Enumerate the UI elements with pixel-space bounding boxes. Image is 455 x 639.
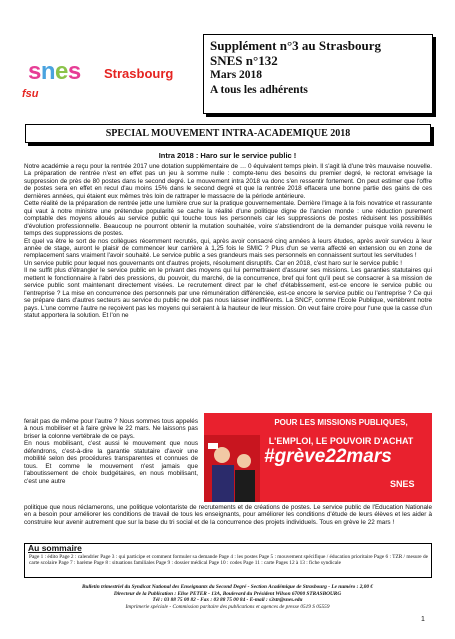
paragraph: politique que nous réclamerons, une politique volontariste de recrutements et de créations de postes. Le service public de l'Education Nationale en a besoin pour améliorer les conditions de travail de tous les enseignants, pour améliorer les conditions d'étude de leurs élèves et les aider à construire leur avenir autrement que sur la base du tri social et de la concurrence des projets individuels. Tous en grève le 22 mars ! (24, 504, 432, 526)
logo-union: fsu (22, 88, 39, 100)
header-issue: SNES n°132 (210, 53, 278, 68)
poster-line1: POUR LES MISSIONS PUBLIQUES, (274, 418, 408, 427)
paragraph: Et quel va être le sort de nos collègues récemment recrutés, qui, après avoir consacré cinq années à leurs études, après avoir survécu à leur année de stage, auront le plaisir de commencer leur carrière à 1,25 fois le SMIC ? Plus d'un se verra affecté en extension ou en zone de remplacement sans vraiment l'avoir souhaité. Le service public a ses grandeurs mais ses personnels en connaissent surtout les servitudes ! (24, 237, 432, 260)
special-banner: SPECIAL MOUVEMENT INTRA-ACADEMIQUE 2018 (25, 124, 431, 143)
article-body (24, 163, 432, 320)
paragraph: Notre académie a reçu pour la rentrée 2017 une dotation supplémentaire de … 0 équivalent temps plein. Il s'agit là d'une très mauvaise nouvelle. La préparation de rentrée n'est en effet pas un jeu à somme nulle : compte-tenu des besoins du premier degré, le rectorat envisage la suppression de près de 80 postes dans le second degré. Le mouvement intra 2018 va donc s'en ressentir fortement. On peut estimer que l'offre de postes sera en effet en recul d'au moins 15% dans le second degré et que la rentrée 2018 effacera une bonne partie des gains de ces dernières années, qui étaient eux mêmes très loin de rattraper le massacre de la période antérieure. (24, 163, 432, 200)
footer-line: Tél : 03 88 75 00 82 - Fax : 03 88 75 00 84 - E-mail : s3str@snes.edu (152, 597, 303, 603)
paragraph: ferait pas de même pour l'autre ? Nous sommes tous appelés à nous mobiliser et à faire grève le 22 mars. Ne laissons pas briser la colonne vertébrale de ce pays. (24, 418, 198, 440)
page-number: 1 (421, 616, 425, 623)
toc-title: Au sommaire (28, 543, 82, 553)
footer-line: Directeur de la Publication : Elise PETER - 13A, Boulevard du Président Wilson 67000 STRASBOURG (113, 590, 342, 597)
article-title: Intra 2018 : Haro sur le service public ! (158, 151, 297, 160)
protester-illustration (204, 435, 260, 502)
logo-brand: snes (28, 58, 81, 85)
toc-content: Page 1 : édito Page 2 : calendrier Page 3 : qui participe et comment formuler sa demande Page 4 : les postes Page 5 : mouvement spécifique / éducation prioritaire Page 6 : TZR / mesure de carte scolaire Page 7 : barème Page 8 : situations familiales Page 9 : dossier médical Page 10 : codes Page 11 : carte Pages 12 à 13 : fiche syndicale (29, 554, 428, 567)
poster-hashtag: #grève22mars (264, 446, 392, 467)
article-wrapped-text (24, 418, 198, 485)
header-supplement: Supplément n°3 au Strasbourg (210, 38, 381, 53)
logo-city: Strasbourg (104, 66, 174, 81)
paragraph: Cette réalité de la préparation de rentrée jette une lumière crue sur la pratique gouvernementale. Derrière l'image à la fois novatrice et rassurante qui vaut à notre ministre une prétendue popularité se cache la réalité d'une politique digne de l'ancien monde : une réduction purement comptable des moyens alloués au service public qui touche tous les personnels car les suppressions de postes réduisent les possibilités d'évolution professionnelle. Beaucoup ne pourront obtenir la mutation souhaitée, voire s'abstiendront de la demander puisque voilà revenu le temps des suppressions de postes. (24, 200, 432, 238)
header-audience: A tous les adhérents (210, 84, 308, 96)
paragraph: En nous mobilisant, c'est aussi le mouvement que nous défendrons, c'est-à-dire la garantie statutaire d'avoir une mobilité selon des procédures transparentes et connues de tous. Et comme le mouvement n'est jamais que l'aboutissement de choix budgétaires, en nous mobilisant, c'est une autre (24, 440, 198, 485)
footer-line: Imprimerie spéciale - Commission paritaire des publications et agences de presse 0519 S 05559 (125, 603, 330, 610)
snes-fsu-logo (20, 50, 190, 110)
header-box (203, 34, 433, 114)
footer-line: Bulletin trimestriel du Syndicat National des Enseignants du Second Degré - Section Académique de Strasbourg - Le numéro : 2,00 € (81, 584, 373, 590)
poster-line2: L'EMPLOI, LE POUVOIR D'ACHAT (268, 436, 414, 446)
poster-brand: SNES (390, 479, 415, 489)
paragraph: Il ne suffit plus d'étrangler le service public en le privant des moyens qui lui permettraient d'assurer ses missions. Les garanties statutaires qui mettent le fonctionnaire à l'abri des pressions, du pouvoir, du marché, de la concurrence, bref qui font qu'il peut se consacrer à sa mission de service public sont maintenant directement visées. Le recrutement direct par le chef d'établissement, est-ce encore le service public ou l'entreprise ? La mise en concurrence des personnels par une rémunération différenciée, est-ce encore le service public ou l'entreprise ? Ce qui se prépare dans d'autres secteurs au service du public ne doit pas nous laisser indifférents. La SNCF, comme l'Ecole Publique, vertèbrent notre pays. L'une comme l'autre ne reçoivent pas les moyens qui seraient à la hauteur de leur mission. On veut faire croire pour l'une que la casse d'un statut apportera la solution. Et l'on ne (24, 267, 432, 320)
strike-poster-image (204, 413, 432, 502)
paragraph: Un service public pour lequel nos gouvernants ont d'autres projets, résolument disruptifs. Car en 2018, c'est haro sur le service public ! (24, 259, 402, 267)
header-date: Mars 2018 (210, 69, 263, 81)
table-of-contents (24, 543, 432, 578)
article-closing (24, 504, 432, 526)
publication-footer (0, 584, 455, 610)
